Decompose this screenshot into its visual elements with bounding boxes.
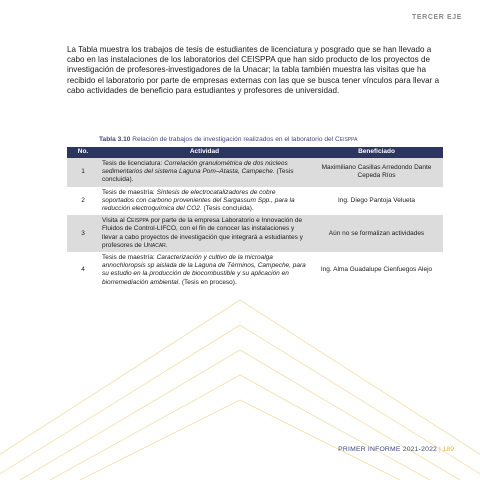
report-title: PRIMER INFORME 2021-2022	[338, 446, 438, 453]
table-number: Tabla 3.10	[99, 136, 131, 143]
activity-prefix: Tesis de maestría:	[102, 188, 157, 196]
activity-part: .	[165, 241, 168, 249]
table-caption-lab: Ceisppa	[334, 136, 358, 143]
activity-part: Visita al	[102, 217, 127, 225]
activity-prefix: Tesis de maestría:	[102, 254, 157, 262]
row-beneficiary: Aún no se formalizan actividades	[310, 215, 443, 252]
row-activity	[99, 158, 310, 187]
table-caption	[99, 136, 357, 143]
header-activity: Actividad	[99, 147, 310, 158]
table-row	[67, 158, 443, 187]
row-number: 1	[67, 158, 99, 187]
row-number: 3	[67, 215, 99, 252]
activity-suffix: . (Tesis concluida).	[102, 168, 294, 184]
header-beneficiary: Beneficiado	[310, 147, 443, 158]
activity-lab: Ceisppa	[126, 217, 149, 225]
table-row	[67, 252, 443, 289]
footer-separator: |	[439, 446, 441, 453]
activity-university: Unacar	[143, 241, 166, 249]
research-table	[67, 147, 443, 289]
activity-suffix: . (Tesis concluida).	[199, 205, 254, 213]
section-label: TERCER EJE	[412, 14, 462, 21]
activity-prefix: Tesis de licenciatura:	[102, 160, 165, 167]
activity-title: Caracterización y cultivo de la microalga annochloropsis sp aislada de la Laguna de Términos, Campeche, para su estudio en la producción de biocombustible y su aplicación en biorremediación ambiental	[102, 254, 306, 286]
table-caption-text: Relación de trabajos de investigación realizados en el laboratorio del	[132, 136, 334, 143]
activity-part: por parte de la empresa Laboratorio e Innovación de Fluidos de Control-LIFCO, con el fin de conocer las instalaciones y llevar a cabo proyectos de investigación que integrará a estudiantes y profesores de	[102, 217, 303, 249]
header-no: No.	[67, 147, 99, 158]
row-number: 2	[81, 196, 85, 204]
row-beneficiary: Maximiliano Casillas Arredondo Dante Cepeda Ríos	[310, 158, 443, 187]
row-activity	[99, 187, 310, 216]
activity-title: Síntesis de electrocatalizadores de cobre soportados con carbono provenientes del Sargassum Spp., para la reducción electroquímica del CO2	[102, 188, 295, 213]
row-activity	[99, 252, 310, 289]
table-row	[67, 187, 443, 216]
table-row	[67, 215, 443, 252]
row-beneficiary: Ing. Alma Guadalupe Cienfuegos Alejo	[320, 266, 433, 274]
intro-paragraph: La Tabla muestra los trabajos de tesis de estudiantes de licenciatura y posgrado que se han llevado a cabo en las instalaciones de los laboratorios del CEISPPA que han sido producto de los proyectos de investigación de profesores-investigadores de la Unacar; la tabla también muestra las visitas que ha recibido el laboratorio por parte de empresas externas con las que se busca tener vínculos para llevar a cabo actividades de beneficio para estudiantes y profesores de universidad.	[67, 45, 440, 95]
row-activity	[99, 215, 310, 252]
row-beneficiary: Ing. Diego Pantoja Velueta	[338, 196, 415, 204]
page-number: 189	[442, 446, 454, 453]
activity-suffix: . (Tesis en proceso).	[178, 278, 237, 286]
activity-title: Correlación granulométrica de dos núcleos sedimentarios del sistema Laguna Pom–Atasta, Campeche	[102, 160, 288, 176]
report-footer	[338, 446, 443, 453]
row-number: 4	[81, 266, 85, 274]
table-header-row	[67, 147, 443, 158]
